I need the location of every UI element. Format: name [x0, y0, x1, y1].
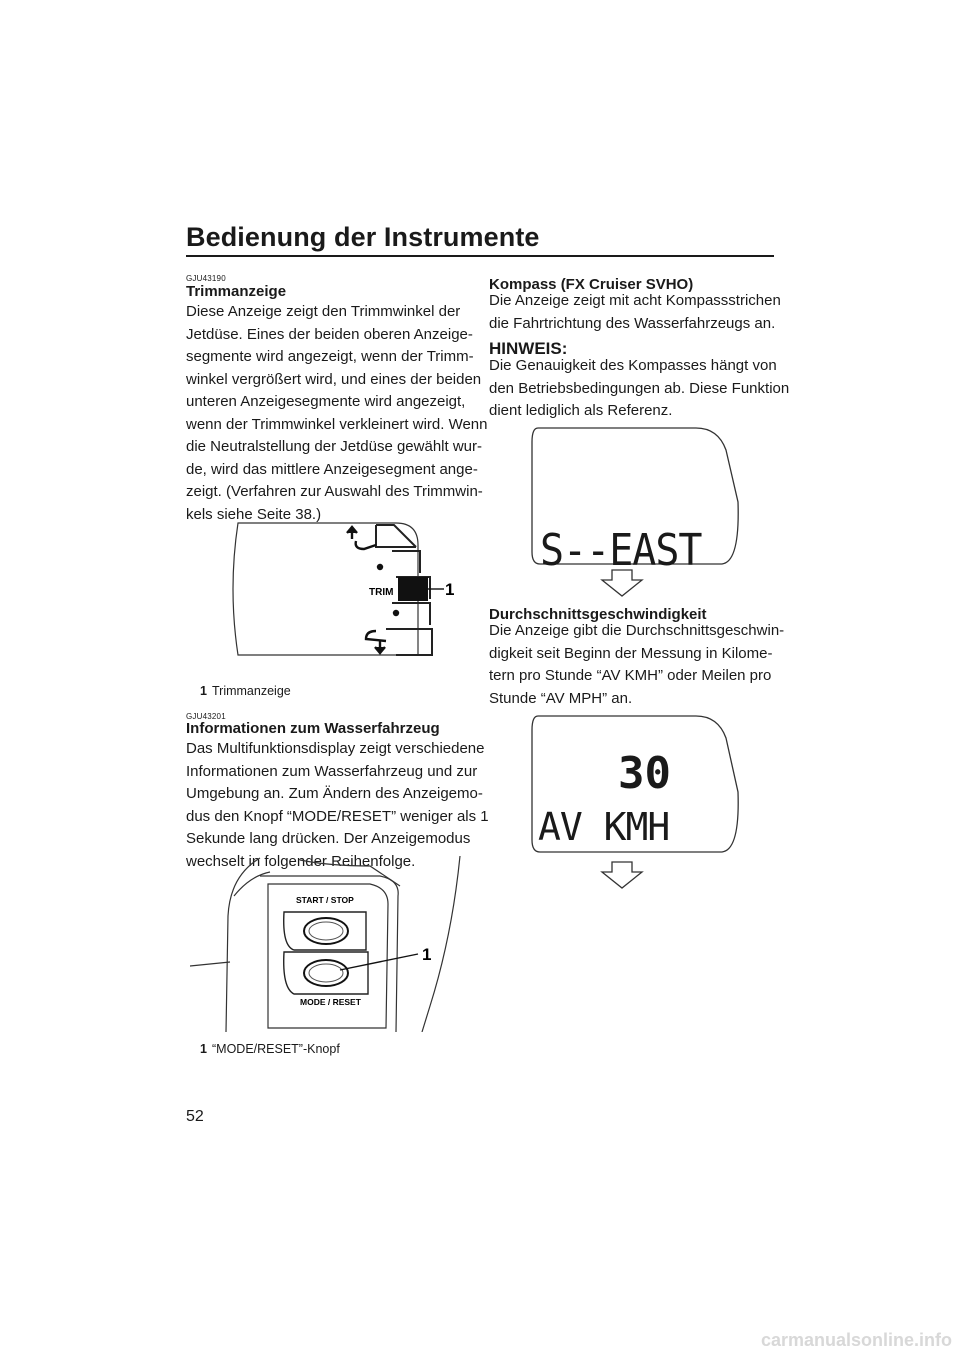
active-trim-segment	[398, 577, 428, 601]
info-body	[186, 738, 489, 873]
text-line: digkeit seit Beginn der Messung in Kilome-	[489, 644, 773, 662]
note-body	[489, 355, 789, 423]
callout-number: 1	[445, 580, 455, 599]
section-code-info: GJU43201	[186, 712, 226, 721]
text-line: die Fahrtrichtung des Wasserfahrzeugs an.	[489, 314, 776, 332]
text-line: winkel vergrößert wird, und eines der beiden	[186, 370, 482, 388]
arrow-down-icon	[602, 862, 642, 888]
text-line: dus den Knopf “MODE/RESET” weniger als 1	[186, 807, 489, 825]
text-line: wechselt in folgender Reihenfolge.	[186, 852, 416, 870]
trim-caption	[200, 684, 291, 698]
avg-body	[489, 620, 784, 710]
text-line: Stunde “AV MPH” an.	[489, 689, 633, 707]
text-line: Jetdüse. Eines der beiden oberen Anzeige-	[186, 325, 473, 343]
trim-dot-icon	[393, 610, 399, 616]
text-line: die Neutralstellung der Jetdüse gewählt wur-	[186, 438, 482, 455]
compass-heading: Kompass (FX Cruiser SVHO)	[489, 276, 694, 293]
text-line: Diese Anzeige zeigt den Trimmwinkel der	[186, 303, 461, 320]
page-number: 52	[186, 1108, 204, 1125]
callout-line	[340, 954, 418, 970]
avg-speed-unit: AV KMH	[538, 805, 670, 849]
section-code-trim: GJU43190	[186, 274, 226, 283]
text-line: Sekunde lang drücken. Der Anzeigemodus	[186, 830, 471, 847]
trim-down-icon	[366, 631, 386, 653]
text-line: zeigt. (Verfahren zur Auswahl des Trimmwin-	[186, 483, 483, 500]
trim-up-icon	[347, 527, 376, 549]
avg-speed-value: 30	[618, 748, 671, 799]
text-line: Umgebung an. Zum Ändern des Anzeigemo-	[186, 785, 483, 802]
text-line: unteren Anzeigesegmente wird angezeigt,	[186, 393, 466, 410]
text-line: segmente wird angezeigt, wenn der Trimm-	[186, 348, 474, 365]
text-line: Das Multifunktionsdisplay zeigt verschiedene	[186, 740, 485, 757]
mode-reset-button-figure	[190, 856, 480, 1032]
text-line: Die Anzeige gibt die Durchschnittsgeschwin-	[489, 622, 785, 639]
avg-heading: Durchschnittsgeschwindigkeit	[489, 606, 707, 623]
callout-number: 1	[422, 945, 432, 964]
compass-display-figure	[526, 422, 746, 598]
mode-reset-label: MODE / RESET	[300, 997, 361, 1007]
note-heading: HINWEIS:	[489, 339, 568, 358]
caption-number: 1	[200, 684, 207, 698]
text-line: de, wird das mittlere Anzeigesegment ange-	[186, 460, 478, 478]
trim-dot-icon	[377, 564, 383, 570]
info-heading: Informationen zum Wasserfahrzeug	[186, 720, 440, 737]
caption-number: 1	[200, 1042, 207, 1056]
text-line: den Betriebsbedingungen ab. Diese Funktion	[489, 379, 790, 397]
start-stop-label: START / STOP	[296, 895, 354, 905]
mode-reset-caption	[200, 1042, 340, 1056]
text-line: Die Genauigkeit des Kompasses hängt von	[489, 357, 777, 374]
trim-body	[186, 301, 488, 526]
start-stop-button	[284, 912, 366, 950]
mode-reset-button	[284, 952, 368, 994]
text-line: Die Anzeige zeigt mit acht Kompassstrichen	[489, 292, 781, 309]
text-line: wenn der Trimmwinkel verkleinert wird. Wenn	[186, 415, 488, 433]
compass-body	[489, 290, 781, 335]
avg-speed-display-figure	[526, 712, 746, 890]
title-rule	[186, 255, 774, 257]
text-line: tern pro Stunde “AV KMH” oder Meilen pro	[489, 667, 772, 684]
compass-readout: S--EAST	[540, 524, 702, 576]
caption-text: Trimmanzeige	[212, 684, 291, 698]
trim-display-figure	[226, 515, 466, 665]
caption-text: “MODE/RESET”-Knopf	[212, 1042, 340, 1056]
trim-label: TRIM	[369, 587, 394, 598]
text-line: kels siehe Seite 38.)	[186, 505, 322, 523]
trim-heading: Trimmanzeige	[186, 283, 287, 300]
footer-watermark: carmanualsonline.info	[760, 1330, 952, 1350]
text-line: Informationen zum Wasserfahrzeug und zur	[186, 762, 478, 780]
text-line: dient lediglich als Referenz.	[489, 402, 673, 419]
page-title: Bedienung der Instrumente	[186, 222, 540, 252]
